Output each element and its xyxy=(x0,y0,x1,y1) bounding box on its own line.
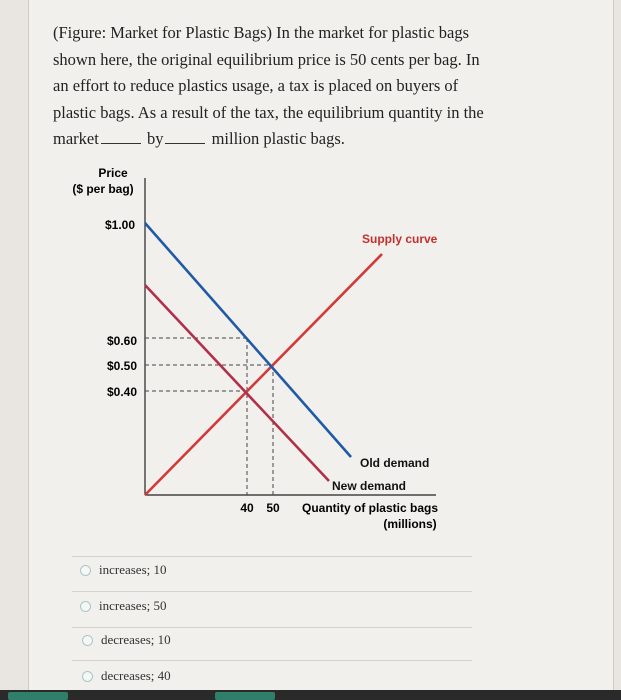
x-axis-label: Quantity of plastic bags xyxy=(301,501,439,515)
new-demand-label: New demand xyxy=(332,479,407,493)
y-axis-unit-label: ($ per bag) xyxy=(72,182,134,196)
option-divider-3 xyxy=(72,627,472,628)
toolbar-button-right[interactable] xyxy=(215,692,275,700)
supply-curve-label: Supply curve xyxy=(362,232,438,246)
old-demand-curve xyxy=(145,223,351,457)
option-divider-4 xyxy=(72,660,472,661)
option-decreases-40[interactable] xyxy=(82,668,171,684)
new-demand-curve xyxy=(145,285,329,481)
question-line-5-mid: by xyxy=(146,129,164,148)
x-tick-label-50: 50 xyxy=(266,501,280,515)
question-line-2: shown here, the original equilibrium price is 50 cents per bag. In xyxy=(53,49,480,69)
question-line-3: an effort to reduce plastics usage, a tax is placed on buyers of xyxy=(53,76,459,95)
toolbar-button-left[interactable] xyxy=(8,692,68,700)
option-label: increases; 50 xyxy=(99,598,167,613)
supply-curve xyxy=(145,254,382,495)
question-line-4: plastic bags. As a result of the tax, the equilibrium quantity in the xyxy=(53,102,484,122)
bottom-toolbar xyxy=(0,690,621,700)
radio-icon[interactable] xyxy=(80,565,91,576)
question-line-5-end: million plastic bags. xyxy=(211,129,345,148)
y-tick-label-0-40: $0.40 xyxy=(106,385,137,399)
radio-icon[interactable] xyxy=(82,635,93,646)
option-decreases-10[interactable] xyxy=(82,632,171,648)
y-tick-label-1-00: $1.00 xyxy=(104,218,135,232)
option-divider-1 xyxy=(72,556,472,557)
x-tick-label-40: 40 xyxy=(240,501,254,515)
option-increases-50[interactable] xyxy=(80,598,167,614)
y-tick-label-0-60: $0.60 xyxy=(106,334,137,348)
y-axis-label: Price xyxy=(98,166,128,180)
option-label: increases; 10 xyxy=(99,562,167,577)
radio-icon[interactable] xyxy=(80,601,91,612)
question-line-5-start: market xyxy=(53,129,99,148)
y-tick-label-0-50: $0.50 xyxy=(106,359,137,373)
question-line-1: (Figure: Market for Plastic Bags) In the market for plastic bags xyxy=(53,23,470,42)
option-label: decreases; 40 xyxy=(101,668,171,683)
option-increases-10[interactable] xyxy=(80,562,167,578)
option-divider-2 xyxy=(72,591,472,592)
x-axis-unit-label: (millions) xyxy=(383,517,437,531)
radio-icon[interactable] xyxy=(82,671,93,682)
option-label: decreases; 10 xyxy=(101,632,171,647)
old-demand-label: Old demand xyxy=(360,456,430,470)
